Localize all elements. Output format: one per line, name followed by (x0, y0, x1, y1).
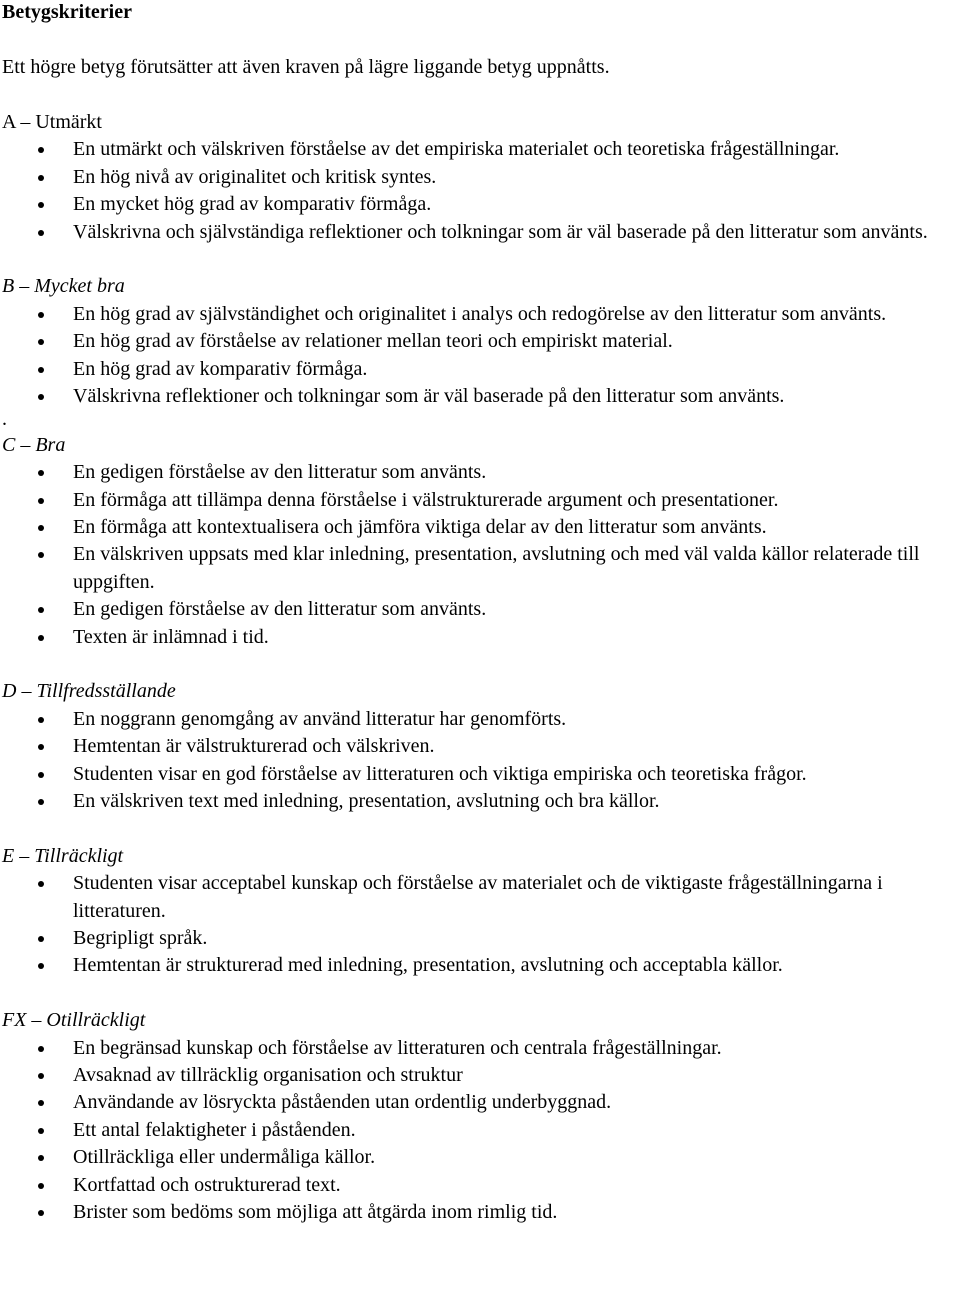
list-item: Hemtentan är strukturerad med inledning, presentation, avslutning och acceptabla källor. (2, 952, 954, 979)
list-item: En gedigen förståelse av den litteratur som använts. (2, 459, 954, 486)
list-item: En mycket hög grad av komparativ förmåga. (2, 191, 954, 218)
list-item: En välskriven uppsats med klar inledning, presentation, avslutning och med väl valda källor relaterade till uppgiften. (2, 541, 954, 596)
spacer (2, 980, 954, 1007)
list-item: Välskrivna och självständiga reflektioner och tolkningar som är väl baserade på den litteratur som använts. (2, 219, 954, 246)
list-item: Studenten visar en god förståelse av litteraturen och viktiga empiriska och teoretiska frågor. (2, 761, 954, 788)
list-item: Kortfattad och ostrukturerad text. (2, 1172, 954, 1199)
list-item: Avsaknad av tillräcklig organisation och struktur (2, 1062, 954, 1089)
list-item: Brister som bedöms som möjliga att åtgärda inom rimlig tid. (2, 1199, 954, 1226)
grade-heading-d: D – Tillfredsställande (2, 680, 176, 703)
list-item: En hög nivå av originalitet och kritisk syntes. (2, 164, 954, 191)
list-item: En gedigen förståelse av den litteratur som använts. (2, 596, 954, 623)
criteria-list-b (2, 301, 954, 411)
grade-heading-b: B – Mycket bra (2, 275, 125, 298)
list-item: Texten är inlämnad i tid. (2, 624, 954, 651)
intro-text: Ett högre betyg förutsätter att även kraven på lägre liggande betyg uppnåtts. (2, 56, 610, 78)
criteria-list-e (2, 870, 954, 980)
list-item: Användande av lösryckta påståenden utan ordentlig underbyggnad. (2, 1089, 954, 1116)
list-item: En hög grad av komparativ förmåga. (2, 356, 954, 383)
list-item: En förmåga att kontextualisera och jämföra viktiga delar av den litteratur som använts. (2, 514, 954, 541)
criteria-list-fx (2, 1035, 954, 1227)
list-item: Otillräckliga eller undermåliga källor. (2, 1144, 954, 1171)
list-item: Hemtentan är välstrukturerad och välskriven. (2, 733, 954, 760)
grade-heading-e: E – Tillräckligt (2, 844, 124, 867)
list-item: Begripligt språk. (2, 925, 954, 952)
criteria-list-a (2, 136, 954, 246)
grade-section-a (2, 109, 954, 246)
spacer (2, 246, 954, 273)
grade-heading-fx: FX – Otillräckligt (2, 1009, 146, 1032)
list-item: En noggrann genomgång av använd litteratur har genomförts. (2, 706, 954, 733)
list-item: En välskriven text med inledning, presentation, avslutning och bra källor. (2, 788, 954, 815)
list-item: En hög grad av självständighet och originalitet i analys och redogörelse av den litteratur som använts. (2, 301, 954, 328)
list-item: Välskrivna reflektioner och tolkningar som är väl baserade på den litteratur som använts. (2, 383, 954, 410)
grade-heading-c: C – Bra (2, 433, 66, 456)
spacer (2, 815, 954, 842)
list-item: En hög grad av förståelse av relationer mellan teori och empiriskt material. (2, 328, 954, 355)
page-title: Betygskriterier (2, 1, 132, 23)
list-item: En förmåga att tillämpa denna förståelse i välstrukturerade argument och presentationer. (2, 487, 954, 514)
list-item: Ett antal felaktigheter i påståenden. (2, 1117, 954, 1144)
grade-heading-a: A – Utmärkt (2, 111, 102, 133)
grade-section-c (2, 432, 954, 651)
stray-period: . (2, 408, 7, 431)
criteria-list-c (2, 459, 954, 651)
list-item: Studenten visar acceptabel kunskap och förståelse av materialet och de viktigaste frågeställningarna i litteraturen. (2, 870, 954, 925)
grade-section-fx (2, 1007, 954, 1226)
list-item: En utmärkt och välskriven förståelse av det empiriska materialet och teoretiska frågeställningar. (2, 136, 954, 163)
grade-section-b (2, 273, 954, 437)
grade-section-d (2, 678, 954, 815)
grade-section-e (2, 843, 954, 980)
spacer (2, 651, 954, 678)
criteria-list-d (2, 706, 954, 816)
list-item: En begränsad kunskap och förståelse av litteraturen och centrala frågeställningar. (2, 1035, 954, 1062)
